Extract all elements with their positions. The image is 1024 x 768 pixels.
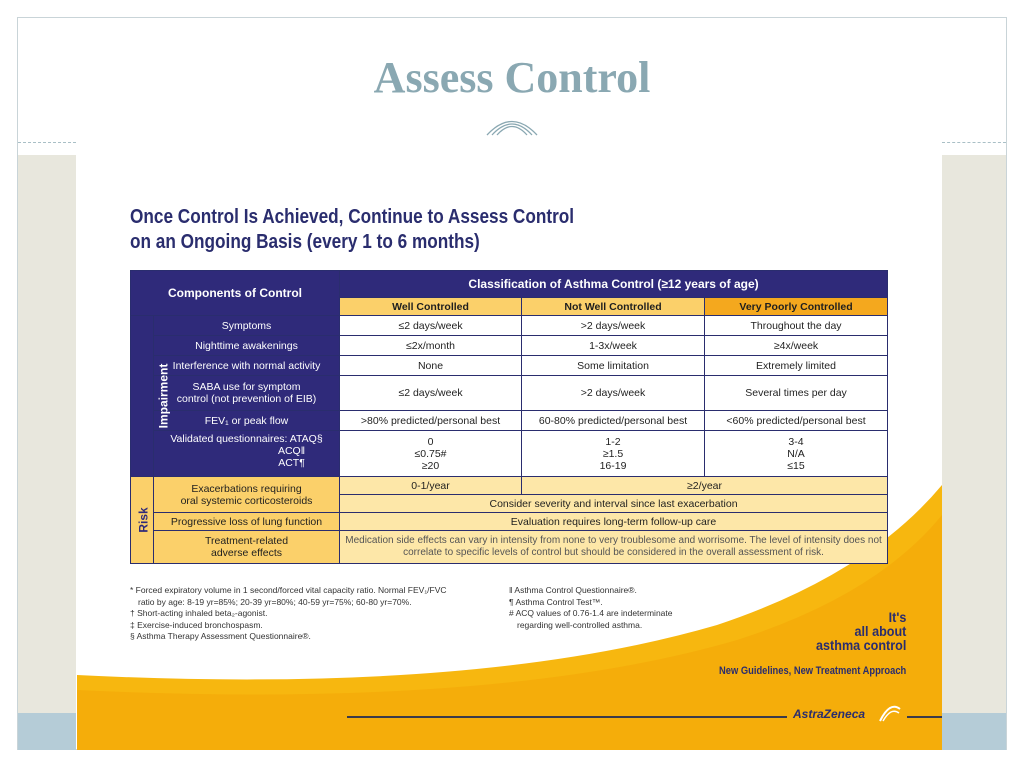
row-label-symptoms: Symptoms: [154, 316, 340, 336]
table-cell: 60-80% predicted/personal best: [522, 411, 705, 431]
footnotes-right: [509, 585, 672, 631]
table-cell: Evaluation requires long-term follow-up care: [340, 513, 888, 531]
brand-slogan: [816, 610, 906, 652]
heading-line-2: on an Ongoing Basis (every 1 to 6 months): [130, 231, 480, 253]
table-cell: [705, 431, 888, 477]
cell-line: 0: [427, 435, 434, 448]
table-cell: 1-3x/week: [522, 336, 705, 356]
components-header: Components of Control: [131, 271, 340, 316]
cell-line: ≥1.5: [602, 447, 624, 460]
row-label-progressive: Progressive loss of lung function: [154, 513, 340, 531]
divider-right: [942, 142, 1006, 143]
table-cell: >2 days/week: [522, 316, 705, 336]
col-header-not-well: Not Well Controlled: [522, 298, 705, 316]
row-label-treatment: [154, 531, 340, 564]
astrazeneca-logo-icon: [877, 703, 903, 723]
cell-line: ≥20: [421, 459, 440, 472]
risk-label: Risk: [131, 477, 154, 564]
exacerbations-label-line-1: Exacerbations requiring: [191, 482, 302, 495]
footnote: regarding well-controlled asthma.: [517, 619, 643, 630]
table-cell: >2 days/week: [522, 376, 705, 411]
table-cell: ≤2 days/week: [340, 376, 522, 411]
table-cell: Several times per day: [705, 376, 888, 411]
table-cell: Consider severity and interval since last exacerbation: [340, 495, 888, 513]
table-cell: Extremely limited: [705, 356, 888, 376]
table-cell: [522, 431, 705, 477]
table-cell: [340, 431, 522, 477]
saba-label-line-2: control (not prevention of EIB): [176, 393, 317, 405]
tagline: New Guidelines, New Treatment Approach: [718, 665, 906, 677]
questionnaire-label-acq: ACQ‖: [277, 445, 306, 457]
footnote: ‡ Exercise-induced bronchospasm.: [130, 619, 263, 630]
table-cell: 0-1/year: [340, 477, 522, 495]
cell-line: ≤0.75#: [414, 447, 447, 460]
right-side-panel: [942, 155, 1006, 749]
brand-line: It's: [888, 609, 906, 625]
table-cell: Some limitation: [522, 356, 705, 376]
col-header-very-poorly: Very Poorly Controlled: [705, 298, 888, 316]
saba-label-line-1: SABA use for symptom: [192, 381, 301, 393]
table-cell: ≥4x/week: [705, 336, 888, 356]
row-label-interference: Interference with normal activity: [154, 356, 340, 376]
content-image: [77, 155, 942, 750]
table-cell: None: [340, 356, 522, 376]
cell-line: 16-19: [599, 459, 627, 472]
logo-rule-left: [347, 716, 787, 718]
questionnaire-label-atq: Validated questionnaires: ATAQ§: [170, 433, 323, 445]
row-label-fev: FEV₁ or peak flow: [154, 411, 340, 431]
divider-left: [18, 142, 76, 143]
col-header-well: Well Controlled: [340, 298, 522, 316]
exacerbations-label-line-2: oral systemic corticosteroids: [180, 494, 313, 507]
classification-header: Classification of Asthma Control (≥12 years of age): [340, 271, 888, 298]
arch-ornament-icon: [485, 114, 539, 136]
cell-line: ≤15: [787, 459, 805, 472]
footnotes-left: [130, 585, 447, 643]
footnote: ‖ Asthma Control Questionnaire®.: [509, 585, 637, 595]
row-label-exacerbations: [154, 477, 340, 513]
left-side-panel: [18, 155, 76, 749]
right-footer-band: [942, 713, 1006, 750]
footnote: * Forced expiratory volume in 1 second/forced vital capacity ratio. Normal FEV₁/FVC: [130, 585, 447, 595]
table-cell: >80% predicted/personal best: [340, 411, 522, 431]
content-heading: [130, 205, 574, 255]
footnote: ratio by age: 8-19 yr=85%; 20-39 yr=80%; 40-59 yr=75%; 60-80 yr=70%.: [138, 596, 412, 607]
table-cell: ≥2/year: [522, 477, 888, 495]
cell-line: 3-4: [788, 435, 804, 448]
treatment-label-line-2: adverse effects: [211, 547, 283, 559]
astrazeneca-logo: AstraZeneca: [793, 707, 866, 721]
questionnaire-label-act: ACT¶: [278, 457, 305, 469]
footnote: † Short-acting inhaled beta₂-agonist.: [130, 608, 268, 618]
cell-line: N/A: [787, 447, 805, 460]
asthma-control-table: [130, 270, 888, 564]
footnote: § Asthma Therapy Assessment Questionnaire®.: [130, 631, 311, 641]
row-label-nighttime: Nighttime awakenings: [154, 336, 340, 356]
left-footer-band: [18, 713, 76, 750]
logo-rule-right: [907, 716, 942, 718]
footnote: ¶ Asthma Control Test™.: [509, 596, 603, 607]
row-label-saba: [154, 376, 340, 411]
table-cell: <60% predicted/personal best: [705, 411, 888, 431]
cell-line: 1-2: [605, 435, 621, 448]
table-cell: ≤2x/month: [340, 336, 522, 356]
table-cell: Medication side effects can vary in intensity from none to very troublesome and worrisome. The level of intensity does not correlate to specific levels of control but should be considered in the overall assessment of risk.: [340, 531, 888, 564]
treatment-label-line-1: Treatment-related: [204, 535, 289, 547]
footnote: # ACQ values of 0.76-1.4 are indeterminate: [509, 608, 673, 618]
brand-line: asthma control: [815, 637, 906, 653]
table-cell: ≤2 days/week: [340, 316, 522, 336]
row-label-questionnaires: [154, 431, 340, 477]
impairment-label: Impairment: [131, 316, 154, 477]
brand-line: all about: [854, 623, 906, 639]
heading-line-1: Once Control Is Achieved, Continue to Assess Control: [130, 206, 575, 228]
table-cell: Throughout the day: [705, 316, 888, 336]
slide-title: Assess Control: [373, 53, 651, 102]
